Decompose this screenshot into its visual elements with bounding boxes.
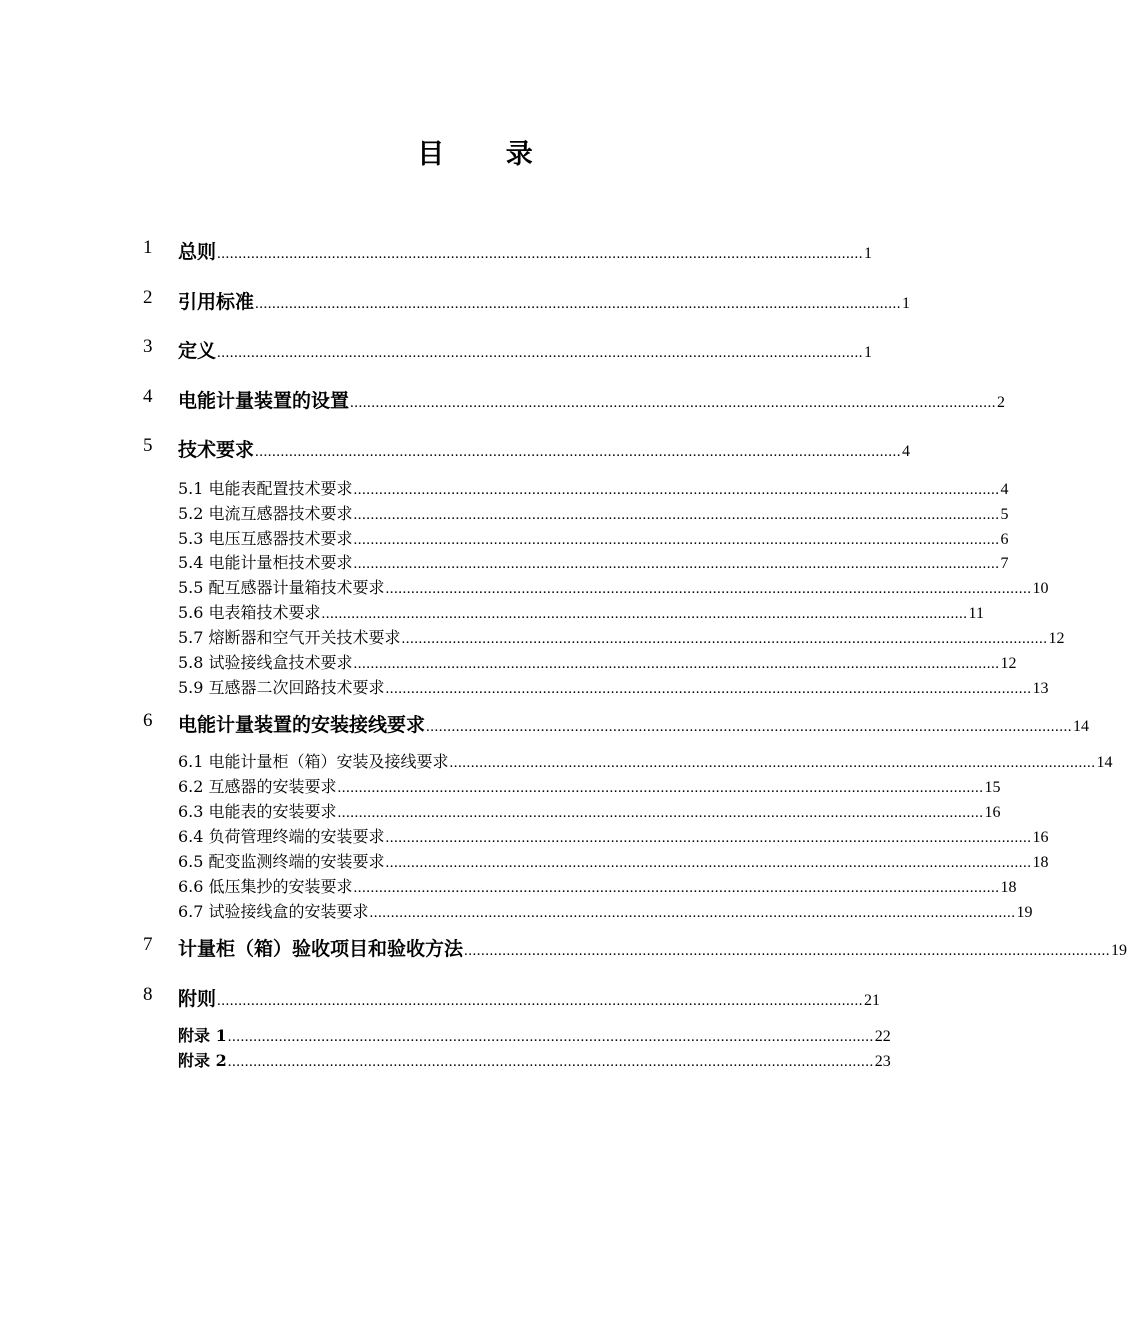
entry-number: 1: [143, 237, 153, 258]
entry-number: 8: [143, 984, 153, 1005]
leader-dots: ........................................................................................................................................................: [385, 681, 1032, 697]
entry-page-number: 12: [1000, 655, 1017, 672]
entry-number: 7: [143, 934, 153, 955]
leader-dots: ........................................................................................................................................................: [217, 246, 864, 262]
entry-label: 5.6 电表箱技术要求: [178, 603, 321, 622]
entry-page-number: 12: [1048, 630, 1065, 647]
entry-page-number: 1: [864, 344, 873, 361]
entry-number: 5: [143, 435, 153, 456]
leader-dots: ........................................................................................................................................................: [385, 855, 1032, 871]
entry-label: 6.3 电能表的安装要求: [178, 802, 337, 821]
entry-page-number: 1: [902, 295, 911, 312]
leader-dots: ........................................................................................................................................................: [227, 1054, 874, 1070]
entry-label: 定义: [178, 340, 217, 362]
leader-dots: ........................................................................................................................................................: [464, 943, 1111, 959]
entry-label: 电能计量装置的设置: [178, 390, 350, 412]
entry-page-number: 14: [1073, 718, 1090, 735]
leader-dots: ........................................................................................................................................................: [227, 1029, 874, 1045]
entry-number: 2: [143, 287, 153, 308]
entry-label: 总则: [178, 241, 217, 263]
leader-dots: ........................................................................................................................................................: [350, 395, 997, 411]
leader-dots: ........................................................................................................................................................: [401, 631, 1048, 647]
entry-page-number: 22: [874, 1028, 891, 1045]
entry-label: 5.7 熔断器和空气开关技术要求: [178, 628, 401, 647]
entry-label: 5.1 电能表配置技术要求: [178, 479, 353, 498]
entry-page-number: 15: [984, 779, 1001, 796]
leader-dots: ........................................................................................................................................................: [353, 880, 1000, 896]
entry-label: 附录 1: [178, 1026, 227, 1045]
entry-label: 电能计量装置的安装接线要求: [178, 714, 426, 736]
entry-label: 计量柜（箱）验收项目和验收方法: [178, 938, 464, 960]
leader-dots: ........................................................................................................................................................: [255, 296, 902, 312]
leader-dots: ........................................................................................................................................................: [321, 606, 968, 622]
leader-dots: ........................................................................................................................................................: [385, 830, 1032, 846]
entry-label: 引用标准: [178, 291, 255, 313]
entry-label: 5.8 试验接线盒技术要求: [178, 653, 353, 672]
entry-page-number: 14: [1096, 754, 1113, 771]
entry-page-number: 11: [968, 605, 984, 622]
entry-label: 6.1 电能计量柜（箱）安装及接线要求: [178, 752, 449, 771]
leader-dots: ........................................................................................................................................................: [385, 581, 1032, 597]
entry-page-number: 13: [1032, 680, 1049, 697]
entry-page-number: 4: [902, 443, 911, 460]
entry-page-number: 16: [1032, 829, 1049, 846]
entry-label: 6.6 低压集抄的安装要求: [178, 877, 353, 896]
entry-page-number: 16: [984, 804, 1001, 821]
entry-page-number: 10: [1032, 580, 1049, 597]
entry-page-number: 4: [1000, 481, 1009, 498]
entry-label: 5.5 配互感器计量箱技术要求: [178, 578, 385, 597]
entry-label: 5.3 电压互感器技术要求: [178, 529, 353, 548]
entry-label: 技术要求: [178, 439, 255, 461]
entry-page-number: 18: [1000, 879, 1017, 896]
leader-dots: ........................................................................................................................................................: [353, 656, 1000, 672]
entry-label: 5.4 电能计量柜技术要求: [178, 553, 353, 572]
leader-dots: ........................................................................................................................................................: [353, 532, 1000, 548]
entry-number: 4: [143, 386, 153, 407]
entry-page-number: 6: [1000, 531, 1009, 548]
leader-dots: ........................................................................................................................................................: [353, 507, 1000, 523]
entry-label: 附录 2: [178, 1051, 227, 1070]
leader-dots: ........................................................................................................................................................: [217, 345, 864, 361]
entry-page-number: 21: [864, 992, 881, 1009]
entry-page-number: 23: [874, 1053, 891, 1070]
entry-label: 6.2 互感器的安装要求: [178, 777, 337, 796]
leader-dots: ........................................................................................................................................................: [426, 719, 1073, 735]
leader-dots: ........................................................................................................................................................: [217, 993, 864, 1009]
entry-page-number: 19: [1111, 942, 1127, 959]
entry-label: 5.2 电流互感器技术要求: [178, 504, 353, 523]
leader-dots: ........................................................................................................................................................: [353, 482, 1000, 498]
entry-number: 3: [143, 336, 153, 357]
entry-page-number: 7: [1000, 555, 1009, 572]
entry-page-number: 19: [1016, 904, 1033, 921]
entry-number: 6: [143, 710, 153, 731]
entry-page-number: 18: [1032, 854, 1049, 871]
entry-label: 6.5 配变监测终端的安装要求: [178, 852, 385, 871]
leader-dots: ........................................................................................................................................................: [337, 780, 984, 796]
entry-page-number: 2: [997, 394, 1006, 411]
entry-label: 6.7 试验接线盒的安装要求: [178, 902, 369, 921]
leader-dots: ........................................................................................................................................................: [353, 556, 1000, 572]
page-title: 目 录: [417, 139, 559, 170]
entry-label: 附则: [178, 988, 217, 1010]
leader-dots: ........................................................................................................................................................: [255, 444, 902, 460]
entry-label: 5.9 互感器二次回路技术要求: [178, 678, 385, 697]
entry-page-number: 5: [1000, 506, 1009, 523]
leader-dots: ........................................................................................................................................................: [369, 905, 1016, 921]
entry-page-number: 1: [864, 245, 873, 262]
entry-label: 6.4 负荷管理终端的安装要求: [178, 827, 385, 846]
leader-dots: ........................................................................................................................................................: [337, 805, 984, 821]
leader-dots: ........................................................................................................................................................: [449, 755, 1096, 771]
